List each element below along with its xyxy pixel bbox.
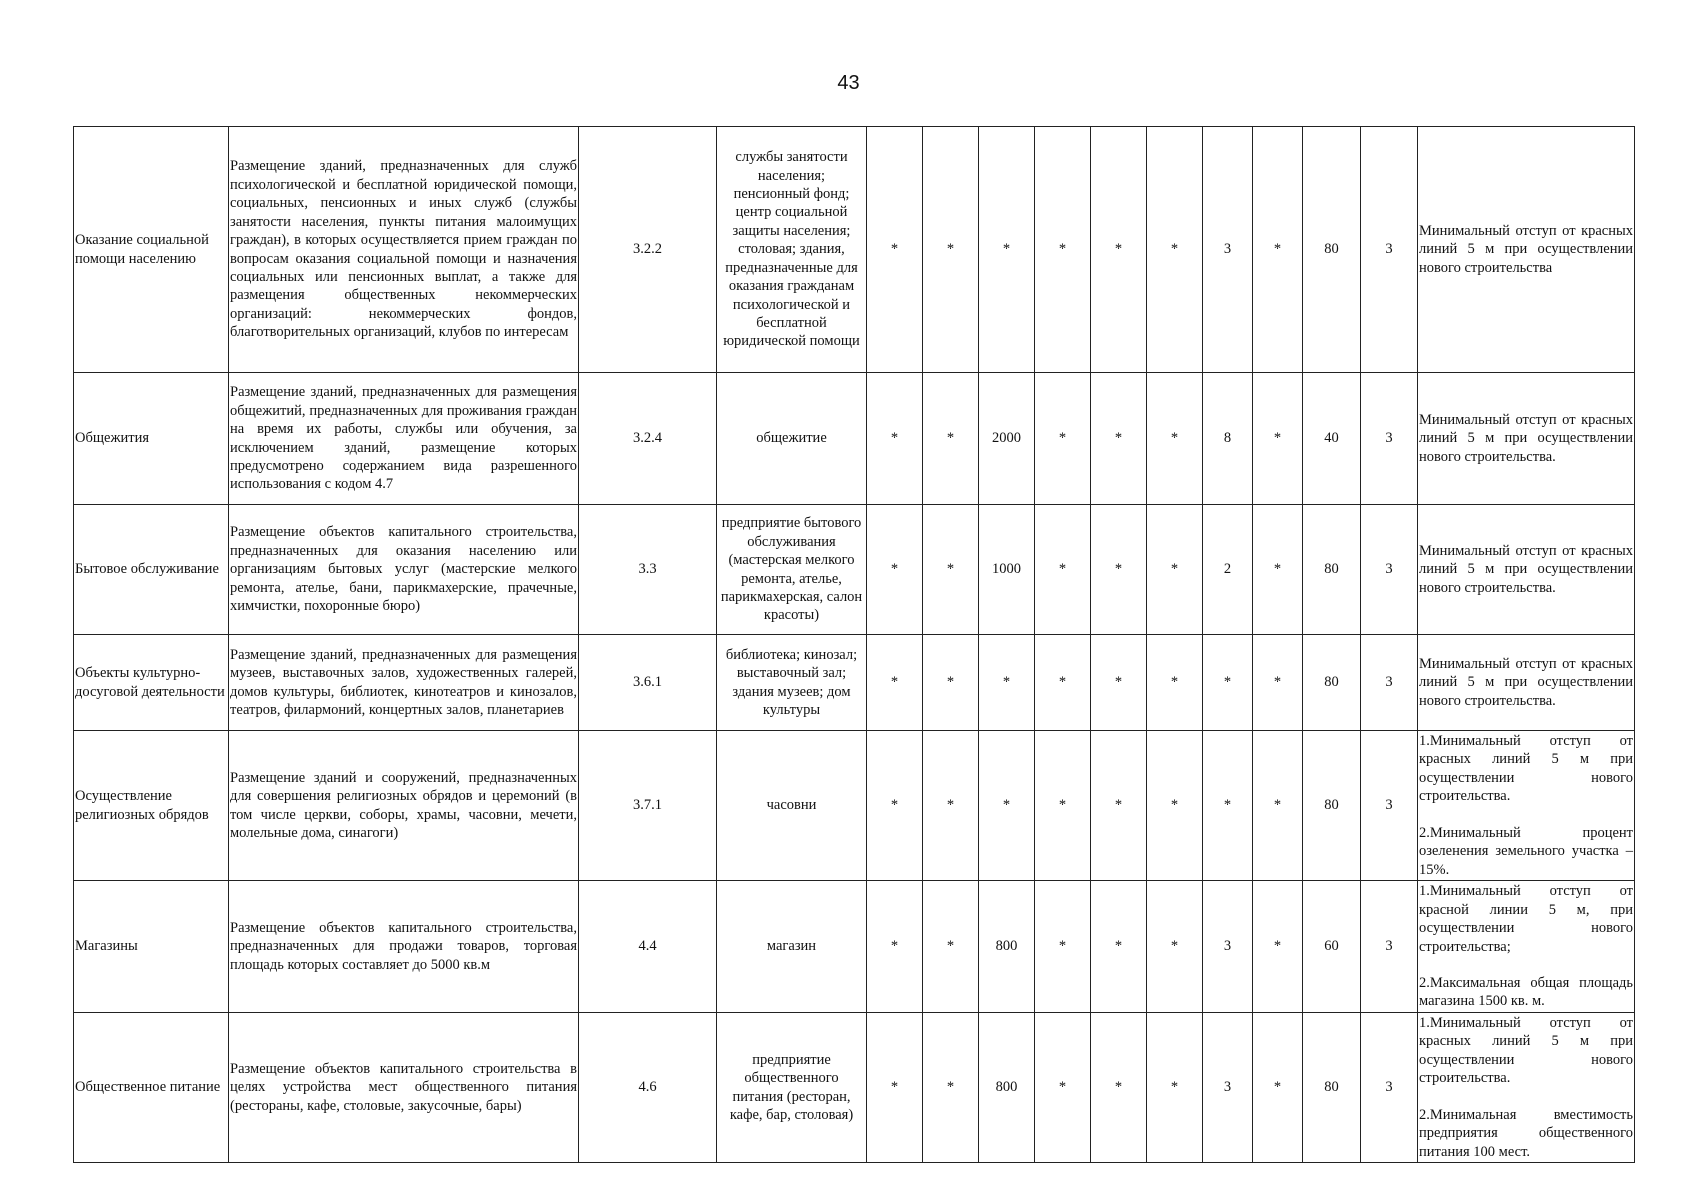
land-use-table — [73, 126, 1635, 1163]
param-cell: * — [1035, 373, 1091, 505]
permitted-objects: магазин — [717, 881, 867, 1013]
param-cell: 1000 — [979, 505, 1035, 635]
param-cell: * — [1253, 881, 1303, 1013]
param-cell: 8 — [1203, 373, 1253, 505]
param-cell: * — [1253, 1013, 1303, 1163]
note-item: 2.Минимальный процент озеленения земельного участка – 15%. — [1419, 824, 1633, 878]
note-item: 2.Максимальная общая площадь магазина 1500 кв. м. — [1419, 974, 1633, 1010]
use-name: Осуществление религиозных обрядов — [74, 731, 229, 881]
param-cell: * — [1091, 881, 1147, 1013]
param-cell: * — [923, 1013, 979, 1163]
page-number: 43 — [837, 72, 860, 94]
note-item: Минимальный отступ от красных линий 5 м при осуществлении нового строительства. — [1419, 411, 1633, 465]
param-cell: * — [867, 881, 923, 1013]
param-cell: * — [979, 731, 1035, 881]
use-description: Размещение зданий, предназначенных для размещения музеев, выставочных залов, художественных галерей, домов культуры, библиотек, кинотеатров и кинозалов, театров, филармоний, концертных залов, планетариев — [229, 635, 579, 731]
param-cell: * — [1203, 635, 1253, 731]
note-item: Минимальный отступ от красных линий 5 м при осуществлении нового строительства — [1419, 222, 1633, 276]
param-cell: 80 — [1303, 127, 1361, 373]
param-cell: * — [1253, 635, 1303, 731]
table-row — [74, 373, 1635, 505]
use-description: Размещение зданий, предназначенных для служб психологической и бесплатной юридической помощи, социальных, пенсионных и иных служб (службы занятости населения, пункты питания малоимущих граждан), в которых осуществляется прием граждан по вопросам оказания социальной помощи и назначения социальных или пенсионных выплат, а также для размещения общественных некоммерческих организаций: некоммерческих фондов, благотворительных организаций, клубов по интересам — [229, 127, 579, 373]
param-cell: * — [1035, 505, 1091, 635]
param-cell: * — [923, 635, 979, 731]
note-item: Минимальный отступ от красных линий 5 м при осуществлении нового строительства. — [1419, 542, 1633, 596]
permitted-objects: службы занятости населения; пенсионный фонд; центр социальной защиты населения; столовая; здания, предназначенные для оказания гражданам психологической и бесплатной юридической помощи — [717, 127, 867, 373]
restrictions-note — [1418, 881, 1635, 1013]
table-row — [74, 127, 1635, 373]
param-cell: * — [1147, 1013, 1203, 1163]
param-cell: 80 — [1303, 1013, 1361, 1163]
table-row — [74, 505, 1635, 635]
param-cell: 3 — [1361, 373, 1418, 505]
param-cell: 60 — [1303, 881, 1361, 1013]
restrictions-note — [1418, 1013, 1635, 1163]
param-cell: 3 — [1361, 1013, 1418, 1163]
use-name: Объекты культурно-досуговой деятельности — [74, 635, 229, 731]
note-item: 2.Минимальная вместимость предприятия общественного питания 100 мест. — [1419, 1106, 1633, 1160]
note-item: 1.Минимальный отступ от красных линий 5 м при осуществлении нового строительства. — [1419, 733, 1633, 805]
param-cell: * — [1147, 127, 1203, 373]
param-cell: * — [1091, 127, 1147, 373]
use-name: Магазины — [74, 881, 229, 1013]
param-cell: 2000 — [979, 373, 1035, 505]
param-cell: * — [923, 881, 979, 1013]
param-cell: * — [1147, 505, 1203, 635]
note-item: Минимальный отступ от красных линий 5 м при осуществлении нового строительства. — [1419, 655, 1633, 709]
param-cell: * — [923, 731, 979, 881]
param-cell: 3 — [1361, 881, 1418, 1013]
permitted-objects: предприятие общественного питания (ресторан, кафе, бар, столовая) — [717, 1013, 867, 1163]
param-cell: * — [1035, 127, 1091, 373]
param-cell: * — [923, 373, 979, 505]
param-cell: * — [1253, 505, 1303, 635]
restrictions-note — [1418, 635, 1635, 731]
param-cell: 80 — [1303, 731, 1361, 881]
param-cell: * — [867, 127, 923, 373]
param-cell: 80 — [1303, 635, 1361, 731]
table-row — [74, 731, 1635, 881]
param-cell: * — [1035, 635, 1091, 731]
param-cell: 3 — [1361, 731, 1418, 881]
param-cell: * — [867, 1013, 923, 1163]
note-spacer — [1419, 806, 1633, 824]
param-cell: 3 — [1203, 1013, 1253, 1163]
table-row — [74, 881, 1635, 1013]
note-item: 1.Минимальный отступ от красной линии 5 м, при осуществлении нового строительства; — [1419, 883, 1633, 955]
param-cell: * — [1253, 373, 1303, 505]
restrictions-note — [1418, 505, 1635, 635]
param-cell: * — [867, 635, 923, 731]
permitted-objects: общежитие — [717, 373, 867, 505]
permitted-objects: предприятие бытового обслуживания (мастерская мелкого ремонта, ателье, парикмахерская, салон красоты) — [717, 505, 867, 635]
param-cell: * — [1091, 505, 1147, 635]
param-cell: * — [1253, 731, 1303, 881]
table-row — [74, 1013, 1635, 1163]
note-item: 1.Минимальный отступ от красных линий 5 м при осуществлении нового строительства. — [1419, 1015, 1633, 1087]
param-cell: * — [1147, 731, 1203, 881]
param-cell: * — [1091, 731, 1147, 881]
restrictions-note — [1418, 373, 1635, 505]
param-cell: * — [1091, 635, 1147, 731]
use-code: 3.7.1 — [579, 731, 717, 881]
param-cell: 3 — [1361, 505, 1418, 635]
param-cell: 800 — [979, 881, 1035, 1013]
use-description: Размещение зданий и сооружений, предназначенных для совершения религиозных обрядов и церемоний (в том числе церкви, соборы, храмы, часовни, мечети, молельные дома, синагоги) — [229, 731, 579, 881]
param-cell: 3 — [1203, 127, 1253, 373]
param-cell: 80 — [1303, 505, 1361, 635]
use-description: Размещение объектов капитального строительства в целях устройства мест общественного питания (рестораны, кафе, столовые, закусочные, бары) — [229, 1013, 579, 1163]
param-cell: * — [979, 635, 1035, 731]
param-cell: * — [867, 373, 923, 505]
note-spacer — [1419, 956, 1633, 974]
param-cell: * — [1147, 635, 1203, 731]
param-cell: 800 — [979, 1013, 1035, 1163]
restrictions-note — [1418, 127, 1635, 373]
param-cell: 2 — [1203, 505, 1253, 635]
use-name: Общежития — [74, 373, 229, 505]
restrictions-note — [1418, 731, 1635, 881]
param-cell: * — [979, 127, 1035, 373]
use-name: Оказание социальной помощи населению — [74, 127, 229, 373]
param-cell: * — [923, 505, 979, 635]
param-cell: 3 — [1361, 127, 1418, 373]
use-description: Размещение зданий, предназначенных для размещения общежитий, предназначенных для проживания граждан на время их работы, службы или обучения, за исключением зданий, размещение которых предусмотрено содержанием вида разрешенного использования с кодом 4.7 — [229, 373, 579, 505]
param-cell: * — [923, 127, 979, 373]
use-description: Размещение объектов капитального строительства, предназначенных для продажи товаров, торговая площадь которых составляет до 5000 кв.м — [229, 881, 579, 1013]
param-cell: * — [1035, 881, 1091, 1013]
use-code: 3.2.4 — [579, 373, 717, 505]
param-cell: * — [1035, 1013, 1091, 1163]
use-description: Размещение объектов капитального строительства, предназначенных для оказания населению или организациям бытовых услуг (мастерские мелкого ремонта, ателье, бани, парикмахерские, прачечные, химчистки, похоронные бюро) — [229, 505, 579, 635]
param-cell: * — [1091, 373, 1147, 505]
param-cell: * — [1253, 127, 1303, 373]
table-row — [74, 635, 1635, 731]
use-name: Общественное питание — [74, 1013, 229, 1163]
note-spacer — [1419, 1088, 1633, 1106]
param-cell: 40 — [1303, 373, 1361, 505]
param-cell: * — [1091, 1013, 1147, 1163]
use-code: 4.6 — [579, 1013, 717, 1163]
param-cell: 3 — [1361, 635, 1418, 731]
param-cell: * — [867, 731, 923, 881]
use-code: 3.2.2 — [579, 127, 717, 373]
param-cell: 3 — [1203, 881, 1253, 1013]
param-cell: * — [867, 505, 923, 635]
param-cell: * — [1147, 881, 1203, 1013]
use-name: Бытовое обслуживание — [74, 505, 229, 635]
use-code: 3.6.1 — [579, 635, 717, 731]
param-cell: * — [1203, 731, 1253, 881]
permitted-objects: часовни — [717, 731, 867, 881]
param-cell: * — [1147, 373, 1203, 505]
param-cell: * — [1035, 731, 1091, 881]
use-code: 3.3 — [579, 505, 717, 635]
permitted-objects: библиотека; кинозал; выставочный зал; здания музеев; дом культуры — [717, 635, 867, 731]
use-code: 4.4 — [579, 881, 717, 1013]
